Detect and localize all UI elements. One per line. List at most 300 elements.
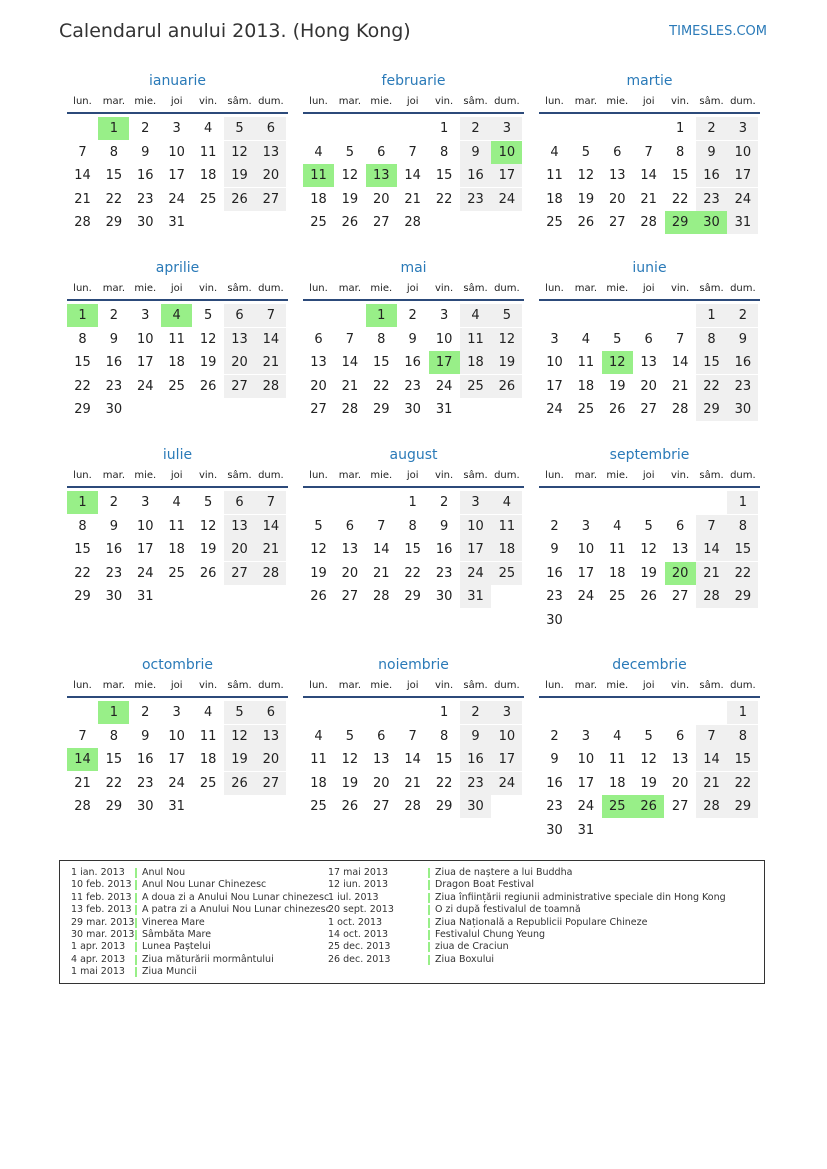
day-cell: 14 (255, 515, 286, 538)
legend-holiday-name: Ziua măturării mormântului (142, 953, 274, 965)
page-title: Calendarul anului 2013. (Hong Kong) (59, 20, 411, 42)
day-cell: 22 (727, 772, 758, 795)
day-cell: 9 (696, 141, 727, 164)
day-cell: 13 (640, 355, 657, 370)
day-cell: 10 (491, 725, 522, 748)
day-cell: 17 (491, 164, 522, 187)
weekday-label: mie. (606, 283, 629, 294)
header-rule (539, 112, 760, 114)
day-cell: 15 (74, 542, 91, 557)
day-cell: 19 (199, 355, 217, 370)
day-cell: 4 (203, 121, 213, 136)
day-cell: 23 (105, 565, 123, 581)
day-cell: 11 (199, 144, 217, 160)
day-cell: 6 (255, 701, 286, 724)
day-cell: 4 (581, 331, 591, 347)
day-cell: 28 (696, 585, 727, 608)
day-cell: 13 (671, 542, 689, 557)
day-cell: 1 (439, 705, 449, 720)
day-cell: 24 (546, 402, 563, 417)
day-cell: 27 (224, 375, 255, 398)
day-cell: 4 (314, 144, 323, 160)
legend-holiday-name: ziua de Craciun (435, 941, 509, 953)
day-cell: 25 (199, 775, 217, 791)
day-cell: 4 (613, 728, 622, 744)
day-cell: 5 (345, 728, 355, 744)
legend-marker (428, 942, 430, 952)
day-cell: 22 (435, 191, 453, 207)
day-cell: 9 (460, 141, 491, 164)
day-cell: 23 (696, 188, 727, 211)
day-cell: 18 (460, 351, 491, 374)
day-cell: 31 (435, 402, 453, 417)
legend-date: 25 dec. 2013 (328, 941, 391, 953)
legend-holiday-name: Anul Nou Lunar Chinezesc (142, 879, 267, 891)
day-cell: 5 (491, 304, 522, 327)
day-cell: 27 (609, 215, 626, 230)
day-cell: 19 (224, 748, 255, 771)
holiday-day-cell: 13 (366, 164, 397, 187)
day-cell: 19 (640, 775, 657, 791)
header-rule (67, 112, 288, 114)
day-cell: 8 (109, 144, 119, 160)
weekday-label: lun. (309, 283, 328, 294)
weekday-label: joi (170, 680, 183, 691)
day-cell: 2 (460, 701, 491, 724)
day-cell: 17 (168, 752, 185, 767)
day-cell: 19 (491, 351, 522, 374)
day-cell: 5 (224, 701, 255, 724)
day-cell: 18 (199, 168, 217, 183)
day-cell: 25 (310, 799, 327, 814)
day-cell: 11 (168, 518, 185, 534)
weekday-label: vin. (198, 283, 218, 294)
legend-date: 10 feb. 2013 (71, 879, 132, 891)
day-cell: 21 (74, 775, 91, 791)
weekday-label: lun. (545, 680, 564, 691)
day-cell: 7 (78, 144, 87, 160)
day-cell: 5 (644, 728, 653, 744)
day-cell: 19 (199, 542, 217, 557)
day-cell: 22 (105, 775, 123, 791)
day-cell: 27 (373, 215, 390, 230)
header-rule (303, 299, 524, 301)
day-cell: 27 (640, 402, 657, 417)
day-cell: 2 (141, 705, 150, 720)
weekday-label: sâm. (227, 470, 252, 481)
day-cell: 29 (74, 402, 91, 417)
day-cell: 14 (404, 168, 421, 183)
weekday-label: sâm. (463, 470, 488, 481)
weekday-label: dum. (730, 96, 756, 107)
legend-marker (135, 967, 137, 977)
weekday-label: mie. (134, 680, 157, 691)
day-cell: 31 (460, 585, 491, 608)
weekday-label: dum. (494, 96, 520, 107)
legend-date: 12 iun. 2013 (328, 879, 389, 891)
day-cell: 26 (224, 772, 255, 795)
legend-marker (428, 880, 430, 890)
legend-marker (428, 905, 430, 915)
day-cell: 7 (408, 144, 417, 160)
day-cell: 17 (727, 164, 758, 187)
weekday-label: sâm. (463, 96, 488, 107)
day-cell: 24 (137, 378, 154, 394)
day-cell: 4 (550, 144, 559, 160)
weekday-label: joi (170, 283, 183, 294)
legend-marker (428, 918, 430, 928)
weekday-label: mie. (370, 470, 393, 481)
weekday-label: sâm. (699, 470, 724, 481)
day-cell: 11 (168, 331, 185, 347)
day-cell: 14 (696, 748, 727, 771)
day-cell: 30 (546, 612, 563, 628)
header-rule (539, 299, 760, 301)
month-name: aprilie (155, 260, 200, 276)
weekday-label: mar. (338, 680, 362, 691)
legend-holiday-name: Lunea Paștelui (142, 941, 211, 953)
day-cell: 16 (546, 775, 563, 791)
day-cell: 14 (696, 538, 727, 561)
day-cell: 26 (341, 215, 359, 230)
day-cell: 12 (224, 141, 255, 164)
weekday-label: joi (406, 283, 419, 294)
legend-entry (60, 917, 760, 929)
holiday-day-cell: 1 (67, 304, 98, 327)
header-rule (539, 486, 760, 488)
day-cell: 10 (460, 515, 491, 538)
day-cell: 23 (137, 775, 154, 791)
day-cell: 26 (577, 215, 595, 230)
day-cell: 9 (141, 144, 150, 160)
day-cell: 18 (168, 355, 185, 370)
legend-marker (428, 868, 430, 878)
day-cell: 7 (696, 515, 727, 538)
legend-date: 20 sept. 2013 (328, 904, 394, 916)
day-cell: 15 (696, 351, 727, 374)
day-cell: 28 (341, 402, 359, 417)
day-cell: 3 (581, 728, 591, 744)
day-cell: 8 (727, 725, 758, 748)
day-cell: 20 (671, 775, 689, 791)
day-cell: 7 (255, 304, 286, 327)
legend-date: 1 apr. 2013 (71, 941, 126, 953)
legend-holiday-name: Ziua Muncii (142, 966, 197, 978)
legend-entry (60, 966, 760, 978)
day-cell: 3 (727, 117, 758, 140)
day-cell: 5 (613, 331, 622, 347)
day-cell: 11 (460, 328, 491, 351)
month-name: iulie (162, 447, 193, 463)
day-cell: 26 (491, 375, 522, 398)
weekday-label: dum. (730, 680, 756, 691)
day-cell: 28 (255, 562, 286, 585)
day-cell: 16 (105, 355, 123, 370)
legend-date: 1 ian. 2013 (71, 867, 125, 878)
day-cell: 19 (609, 378, 626, 394)
day-cell: 12 (577, 168, 595, 183)
holiday-day-cell: 12 (602, 351, 633, 374)
legend-holiday-name: A doua zi a Anului Nou Lunar chinezesc (142, 891, 330, 903)
legend-entry (60, 867, 760, 879)
day-cell: 3 (172, 705, 181, 720)
day-cell: 21 (696, 562, 727, 585)
day-cell: 23 (546, 589, 563, 604)
day-cell: 9 (141, 728, 150, 744)
day-cell: 30 (460, 795, 491, 818)
day-cell: 16 (460, 748, 491, 771)
day-cell: 29 (105, 799, 123, 814)
day-cell: 2 (460, 117, 491, 140)
day-cell: 15 (105, 168, 123, 183)
day-cell: 26 (609, 402, 626, 417)
day-cell: 10 (546, 355, 563, 370)
header-rule (303, 112, 524, 114)
legend-entry (60, 879, 760, 891)
day-cell: 25 (546, 215, 563, 230)
day-cell: 23 (105, 378, 123, 394)
day-cell: 2 (727, 304, 758, 327)
weekday-label: vin. (198, 680, 218, 691)
day-cell: 19 (310, 565, 327, 581)
day-cell: 7 (408, 728, 417, 744)
day-cell: 23 (460, 188, 491, 211)
day-cell: 15 (727, 538, 758, 561)
day-cell: 29 (727, 795, 758, 818)
day-cell: 31 (727, 211, 758, 234)
day-cell: 8 (727, 515, 758, 538)
day-cell: 25 (609, 589, 626, 604)
day-cell: 10 (168, 144, 185, 160)
legend-date: 4 apr. 2013 (71, 953, 126, 965)
day-cell: 13 (341, 542, 359, 557)
day-cell: 21 (404, 775, 421, 791)
day-cell: 23 (546, 799, 563, 814)
holiday-legend (59, 860, 765, 984)
weekday-label: mie. (370, 680, 393, 691)
day-cell: 8 (675, 144, 685, 160)
weekday-header (67, 96, 288, 112)
day-cell: 24 (460, 562, 491, 585)
day-cell: 14 (341, 355, 359, 370)
day-cell: 2 (439, 495, 449, 510)
day-cell: 1 (408, 495, 417, 510)
weekday-label: lun. (73, 680, 92, 691)
month-name: decembrie (612, 657, 687, 673)
day-cell: 18 (609, 775, 626, 791)
weekday-label: joi (642, 283, 655, 294)
day-cell: 1 (675, 121, 685, 136)
day-cell: 7 (675, 331, 685, 347)
legend-holiday-name: O zi după festivalul de toamnă (435, 904, 581, 916)
legend-marker (428, 893, 430, 903)
weekday-header (303, 96, 524, 112)
weekday-header (539, 283, 760, 299)
day-cell: 6 (613, 144, 622, 160)
day-cell: 13 (255, 725, 286, 748)
day-cell: 20 (373, 191, 390, 207)
day-cell: 20 (224, 538, 255, 561)
day-cell: 5 (581, 144, 591, 160)
day-cell: 28 (74, 215, 91, 230)
day-cell: 8 (109, 728, 119, 744)
day-cell: 22 (727, 562, 758, 585)
weekday-label: mar. (102, 470, 126, 481)
weekday-label: lun. (309, 680, 328, 691)
header-rule (303, 486, 524, 488)
day-cell: 6 (675, 518, 685, 534)
day-cell: 28 (404, 215, 421, 230)
weekday-label: mie. (370, 283, 393, 294)
day-cell: 16 (105, 542, 123, 557)
weekday-label: vin. (670, 283, 690, 294)
day-cell: 12 (640, 752, 657, 767)
legend-holiday-name: A patra zi a Anului Nou Lunar chinezesc (142, 904, 331, 916)
weekday-label: sâm. (227, 680, 252, 691)
day-cell: 25 (460, 375, 491, 398)
day-cell: 30 (105, 402, 123, 417)
day-cell: 27 (671, 589, 689, 604)
month-name: iunie (632, 260, 667, 276)
day-cell: 14 (373, 542, 390, 557)
weekday-label: vin. (670, 680, 690, 691)
day-cell: 18 (310, 191, 327, 207)
day-cell: 23 (137, 191, 154, 207)
day-cell: 13 (224, 328, 255, 351)
weekday-label: vin. (198, 96, 218, 107)
day-cell: 28 (640, 215, 657, 230)
day-cell: 11 (609, 752, 626, 767)
day-cell: 24 (168, 775, 185, 791)
day-cell: 13 (373, 752, 390, 767)
day-cell: 5 (224, 117, 255, 140)
day-cell: 30 (435, 589, 453, 604)
day-cell: 27 (341, 589, 359, 604)
day-cell: 19 (640, 565, 657, 581)
day-cell: 15 (105, 752, 123, 767)
day-cell: 9 (550, 542, 559, 557)
legend-holiday-name: Vinerea Mare (142, 916, 205, 928)
day-cell: 20 (640, 378, 657, 394)
weekday-label: mie. (606, 96, 629, 107)
day-cell: 17 (491, 748, 522, 771)
site-link[interactable]: TIMESLES.COM (669, 24, 767, 39)
month-name: septembrie (609, 447, 690, 463)
day-cell: 1 (727, 701, 758, 724)
weekday-label: mie. (134, 283, 157, 294)
header-rule (67, 486, 288, 488)
day-cell: 19 (341, 191, 359, 207)
day-cell: 6 (345, 518, 355, 534)
day-cell: 20 (224, 351, 255, 374)
day-cell: 26 (199, 565, 217, 581)
day-cell: 6 (377, 144, 386, 160)
day-cell: 17 (577, 775, 595, 791)
day-cell: 31 (168, 799, 185, 814)
day-cell: 27 (255, 188, 286, 211)
day-cell: 14 (640, 168, 657, 183)
holiday-day-cell: 11 (303, 164, 334, 187)
day-cell: 4 (203, 705, 213, 720)
day-cell: 9 (109, 518, 119, 534)
day-cell: 8 (78, 518, 87, 534)
legend-holiday-name: Sâmbăta Mare (142, 929, 212, 940)
day-cell: 3 (491, 117, 522, 140)
day-cell: 27 (255, 772, 286, 795)
legend-marker (428, 930, 430, 940)
day-cell: 6 (644, 331, 653, 347)
day-cell: 25 (168, 565, 185, 581)
weekday-label: mie. (606, 680, 629, 691)
day-cell: 4 (172, 495, 181, 510)
day-cell: 25 (168, 378, 185, 394)
day-cell: 1 (439, 121, 449, 136)
holiday-day-cell: 26 (633, 795, 664, 818)
legend-date: 1 oct. 2013 (328, 916, 383, 928)
weekday-label: sâm. (463, 283, 488, 294)
legend-date: 14 oct. 2013 (328, 929, 389, 940)
day-cell: 22 (74, 565, 91, 581)
day-cell: 2 (550, 518, 559, 534)
weekday-label: sâm. (699, 680, 724, 691)
day-cell: 4 (613, 518, 622, 534)
weekday-header (303, 470, 524, 486)
legend-entry (60, 892, 760, 904)
legend-date: 29 mar. 2013 (71, 916, 135, 928)
weekday-label: mar. (338, 96, 362, 107)
day-cell: 5 (203, 495, 213, 510)
legend-entry (60, 904, 760, 916)
day-cell: 8 (78, 331, 87, 347)
month-name: ianuarie (148, 73, 207, 89)
weekday-label: vin. (434, 96, 454, 107)
day-cell: 20 (255, 164, 286, 187)
day-cell: 17 (137, 542, 154, 557)
day-cell: 31 (137, 589, 154, 604)
day-cell: 9 (109, 331, 119, 347)
day-cell: 12 (341, 752, 359, 767)
day-cell: 7 (255, 491, 286, 514)
day-cell: 15 (373, 355, 390, 370)
day-cell: 12 (199, 331, 217, 347)
day-cell: 10 (577, 752, 595, 767)
day-cell: 21 (255, 351, 286, 374)
weekday-label: dum. (730, 283, 756, 294)
day-cell: 29 (105, 215, 123, 230)
day-cell: 6 (255, 117, 286, 140)
day-cell: 15 (435, 168, 453, 183)
day-cell: 21 (640, 191, 657, 207)
legend-entry (60, 941, 760, 953)
day-cell: 31 (168, 215, 185, 230)
day-cell: 10 (435, 331, 453, 347)
weekday-label: vin. (434, 283, 454, 294)
day-cell: 29 (727, 585, 758, 608)
day-cell: 13 (671, 752, 689, 767)
day-cell: 23 (435, 565, 453, 581)
weekday-header (303, 680, 524, 696)
day-cell: 21 (341, 378, 359, 394)
weekday-header (539, 96, 760, 112)
day-cell: 19 (341, 775, 359, 791)
legend-holiday-name: Festivalul Chung Yeung (435, 929, 546, 940)
day-cell: 13 (224, 515, 255, 538)
day-cell: 20 (609, 191, 626, 207)
day-cell: 18 (491, 538, 522, 561)
day-cell: 22 (373, 378, 390, 394)
day-cell: 2 (550, 728, 559, 744)
day-cell: 16 (404, 355, 421, 370)
